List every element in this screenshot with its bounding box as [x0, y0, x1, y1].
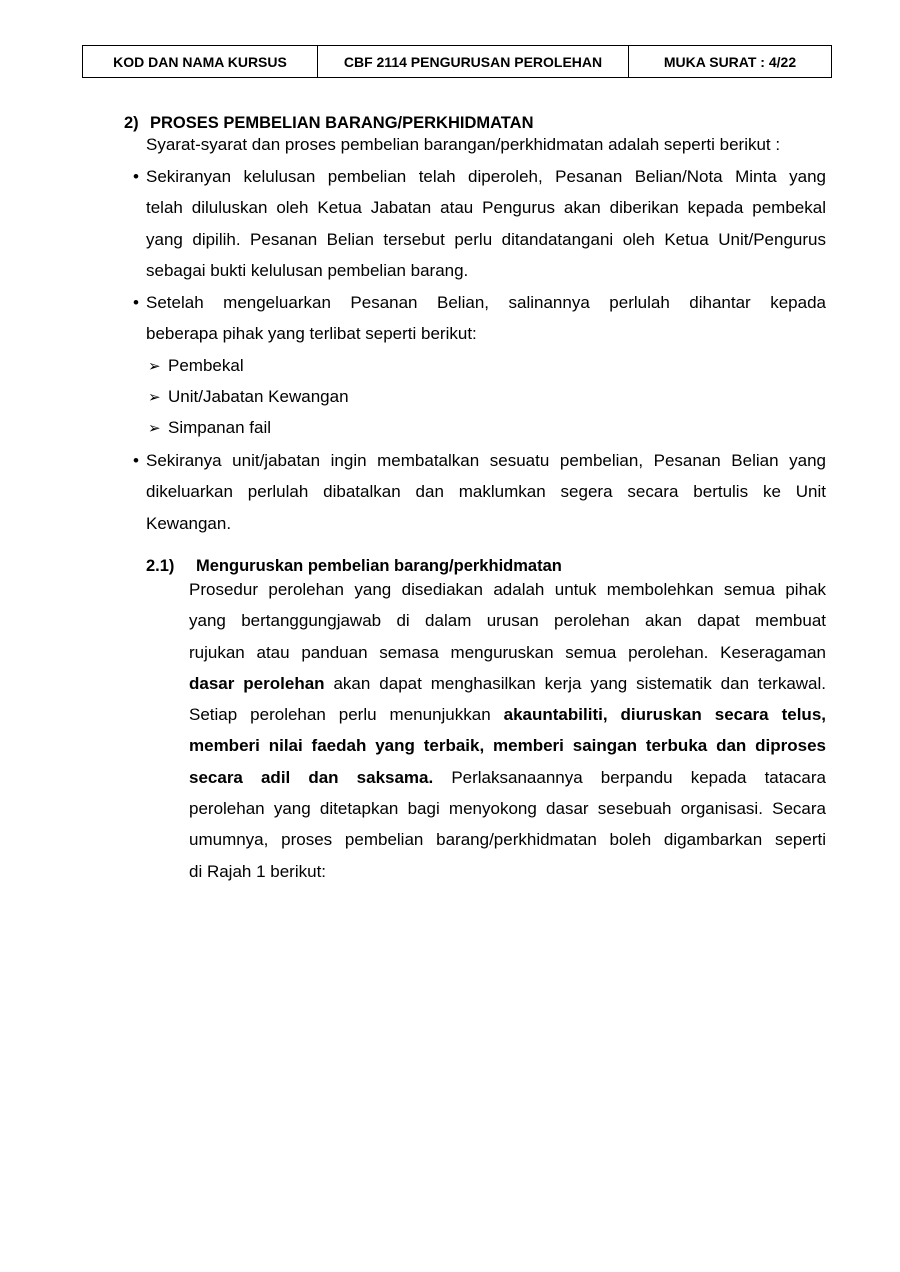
- bold-phrase: akauntabiliti, diuruskan secara telus,: [503, 705, 826, 725]
- bullet-item-1: [146, 161, 826, 286]
- paragraph-line: umumnya, proses pembelian barang/perkhidmatan boleh digambarkan seperti: [189, 830, 826, 850]
- bullet-3-line: Kewangan.: [146, 513, 232, 533]
- course-name: CBF 2114 PENGURUSAN PEROLEHAN: [318, 46, 629, 77]
- paragraph-line: yang bertanggungjawab di dalam urusan perolehan akan dapat membuat: [189, 611, 826, 631]
- text-run: Perlaksanaannya berpandu kepada tatacara: [433, 767, 826, 787]
- paragraph-line: perolehan yang ditetapkan bagi menyokong dasar sesebuah organisasi. Secara: [189, 799, 826, 819]
- subsection-title-text: Menguruskan pembelian barang/perkhidmatan: [196, 557, 562, 575]
- bullet-1-line: Sekiranyan kelulusan pembelian telah diperoleh, Pesanan Belian/Nota Minta yang: [146, 167, 826, 186]
- paragraph-line: rujukan atau panduan semasa menguruskan semua perolehan. Keseragaman: [189, 642, 826, 662]
- sub-item: [148, 381, 349, 413]
- section-number: 2): [124, 114, 139, 132]
- bullet-1-line: sebagai bukti kelulusan pembelian barang.: [146, 260, 469, 280]
- section-intro: Syarat-syarat dan proses pembelian barangan/perkhidmatan adalah seperti berikut :: [146, 135, 781, 154]
- bullet-2-line: beberapa pihak yang terlibat seperti berikut:: [146, 324, 477, 344]
- sub-item: [148, 412, 271, 444]
- text-run: Setiap perolehan perlu menunjukkan: [189, 705, 504, 725]
- subsection-number: 2.1): [146, 557, 175, 575]
- paragraph-line: di Rajah 1 berikut:: [189, 861, 327, 881]
- bold-phrase: dasar perolehan: [189, 673, 325, 693]
- bullet-1-line: telah diluluskan oleh Ketua Jabatan atau Pengurus akan diberikan kepada pembekal: [146, 198, 826, 218]
- arrow-bullet-icon: ➢: [148, 358, 161, 375]
- page-header-table: [82, 45, 832, 78]
- bullet-item-3: [146, 445, 826, 539]
- paragraph-line: Prosedur perolehan yang disediakan adalah untuk membolehkan semua pihak: [189, 580, 826, 599]
- bullet-1-line: yang dipilih. Pesanan Belian tersebut perlu ditandatangani oleh Ketua Unit/Pengurus: [146, 229, 826, 249]
- bold-phrase: memberi nilai faedah yang terbaik, memberi saingan terbuka dan diproses: [189, 736, 826, 756]
- paragraph-line: [189, 668, 826, 699]
- paragraph-line: [189, 730, 826, 761]
- arrow-bullet-icon: ➢: [148, 389, 161, 406]
- paragraph-line: [189, 699, 826, 730]
- bullet-3-line: dikeluarkan perlulah dibatalkan dan maklumkan segera secara bertulis ke Unit: [146, 482, 826, 502]
- subsection-paragraph: [189, 574, 826, 887]
- arrow-bullet-icon: ➢: [148, 420, 161, 437]
- bullet-2-line: Setelah mengeluarkan Pesanan Belian, salinannya perlulah dihantar kepada: [146, 293, 826, 312]
- bullet-icon: •: [133, 167, 139, 186]
- paragraph-line: [189, 762, 826, 793]
- bullet-icon: •: [133, 451, 139, 470]
- bullet-item-2: [146, 287, 826, 350]
- section-title-text: PROSES PEMBELIAN BARANG/PERKHIDMATAN: [150, 114, 534, 132]
- sub-item: [148, 350, 244, 382]
- course-code-label: KOD DAN NAMA KURSUS: [83, 46, 318, 77]
- sub-item-label: Simpanan fail: [168, 418, 272, 437]
- page-number: MUKA SURAT : 4/22: [663, 53, 797, 70]
- sub-item-label: Pembekal: [168, 356, 244, 375]
- text-run: akan dapat menghasilkan kerja yang sistematik dan terkawal.: [324, 673, 826, 693]
- bold-phrase: secara adil dan saksama.: [189, 767, 434, 787]
- sub-item-label: Unit/Jabatan Kewangan: [168, 387, 349, 406]
- bullet-3-line: Sekiranya unit/jabatan ingin membatalkan sesuatu pembelian, Pesanan Belian yang: [146, 451, 826, 470]
- bullet-icon: •: [133, 293, 139, 312]
